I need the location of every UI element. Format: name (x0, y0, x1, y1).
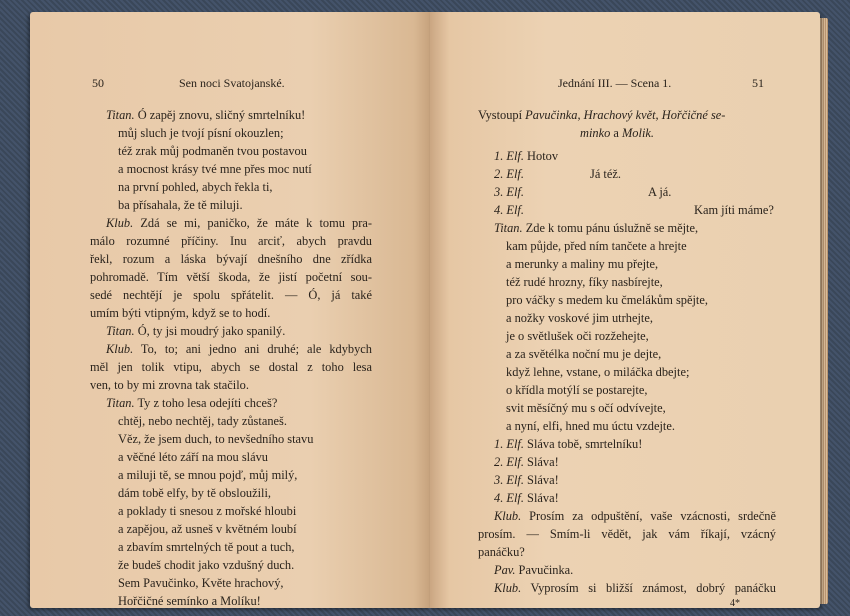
text-line (478, 546, 525, 558)
line-text: Sláva tobě, smrtelníku! (523, 437, 643, 451)
text-line (106, 325, 285, 337)
line-text: a miluji tě, se mnou pojď, můj milý, (118, 468, 298, 482)
speaker-name: Klub. (106, 342, 134, 356)
line-text: Pavučinka. (515, 563, 574, 577)
speaker-name: 2. Elf. (494, 167, 524, 181)
line-text: Ó, ty jsi moudrý jako spanilý. (134, 324, 286, 338)
text-line (90, 307, 270, 319)
speaker-name: 4. Elf. (494, 491, 524, 505)
text-line (90, 235, 372, 247)
line-text: A já. (648, 185, 672, 199)
text-line (106, 343, 372, 355)
text-line (90, 361, 372, 373)
line-text: kam půjde, před ním tančete a hrejte (506, 239, 687, 253)
line-text: Věz, že jsem duch, to nevšedního stavu (118, 432, 314, 446)
text-line (118, 433, 313, 445)
line-text: sedé nechtějí je spolu spřátelit. — Ó, já také (90, 288, 372, 302)
text-line (118, 127, 284, 139)
line-text: a zbavím smrtelných tě pout a tuch, (118, 540, 295, 554)
text-line (494, 150, 558, 162)
line-text: málo rozumné příčiny. Inu arciť, abych pravdu (90, 234, 372, 248)
right-page (430, 12, 820, 608)
text-line (494, 456, 559, 468)
text-line (90, 253, 372, 265)
speaker-name: Titan. (106, 108, 135, 122)
line-text: Hořčičné semínko a Molíku! (118, 594, 261, 608)
page-edges (820, 18, 828, 604)
line-text: chtěj, nebo nechtěj, tady zůstaneš. (118, 414, 287, 428)
open-book (22, 12, 828, 610)
text-line (494, 492, 559, 504)
stage-direction-names: Pavučinka, Hrachový květ, Hořčičné se- (525, 108, 726, 122)
speaker-name: 4. Elf. (494, 203, 524, 217)
text-line (118, 163, 312, 175)
line-text: Sem Pavučinko, Květe hrachový, (118, 576, 284, 590)
right-running-title: Jednání III. — Scena 1. (558, 76, 672, 90)
left-page-number: 50 (92, 76, 104, 90)
line-text: když lehne, vstane, o miláčka dbejte; (506, 365, 690, 379)
line-text: že budeš chodit jako vzdušný duch. (118, 558, 295, 572)
text-line (118, 523, 297, 535)
text-line (106, 217, 372, 229)
line-text: na první pohled, abych řekla ti, (118, 180, 273, 194)
line-text: Sláva! (523, 473, 559, 487)
text-line (506, 276, 663, 288)
line-text: je o světlušek oči rozžehejte, (506, 329, 649, 343)
left-running-title: Sen noci Svatojanské. (179, 76, 285, 90)
line-text: Ó zapěj znovu, sličný smrtelníku! (134, 108, 306, 122)
text-line (506, 258, 658, 270)
line-text: též rudé hrozny, fíky nasbírejte, (506, 275, 663, 289)
speaker-name: Klub. (494, 509, 522, 523)
line-text: měl jen tolik vtipu, abych se dostal z toho lesa (90, 360, 372, 374)
line-text: o křídla motýlí se postarejte, (506, 383, 648, 397)
speaker-name: 1. Elf. (494, 437, 524, 451)
line-text: Já též. (590, 167, 621, 181)
line-text: můj sluch je tvojí písní okouzlen; (118, 126, 284, 140)
stage-direction-line-1 (478, 109, 725, 121)
text-line (494, 167, 621, 181)
line-text: Prosím za odpuštění, vaše vzácnosti, srdečně (521, 509, 776, 523)
speaker-name: 2. Elf. (494, 455, 524, 469)
text-line (90, 289, 372, 301)
line-text: a poklady ti snesou z mořské hloubi (118, 504, 297, 518)
right-page-number: 51 (752, 76, 764, 90)
text-line (106, 109, 305, 121)
text-line (118, 415, 287, 427)
line-text: a mocnost krásy tvé mne přes moc nutí (118, 162, 312, 176)
text-line (106, 397, 277, 409)
speaker-name: Pav. (494, 563, 516, 577)
line-text: Ty z toho lesa odejíti chceš? (134, 396, 278, 410)
text-line (118, 487, 271, 499)
speaker-name: Titan. (494, 221, 523, 235)
line-text: též zrak můj podmaněn tvou postavou (118, 144, 307, 158)
text-line (478, 528, 776, 540)
text-line (506, 384, 647, 396)
line-text: To, to; ani jedno ani druhé; ale kdybych (133, 342, 372, 356)
text-line (90, 379, 249, 391)
line-text: a nyní, elfi, hned mu úctu vzdejte. (506, 419, 675, 433)
stage-direction-join: a (610, 126, 622, 140)
text-line (494, 564, 573, 576)
text-line (506, 330, 649, 342)
line-text: a zapějou, až usneš v květném loubí (118, 522, 297, 536)
speaker-name: Klub. (494, 581, 522, 595)
stage-direction-line-2 (580, 127, 654, 139)
text-line (118, 451, 268, 463)
speaker-name: Klub. (106, 216, 134, 230)
text-line (494, 438, 642, 450)
stage-direction-name: Molik. (621, 126, 654, 140)
line-text: umím býti vtipným, když se to hodí. (90, 306, 271, 320)
line-text: řekl, rozum a láska bývají dnešního dne zřídka (90, 252, 372, 266)
text-line (118, 181, 273, 193)
line-text: Sláva! (523, 491, 559, 505)
line-text: a nožky voskové jim utrhejte, (506, 311, 653, 325)
line-text: Kam jíti máme? (694, 203, 774, 217)
line-text: pohromadě. Tím větší škoda, že jistí početní sou- (90, 270, 372, 284)
line-text: Zdá se mi, paničko, že máte k tomu pra- (133, 216, 372, 230)
text-line (506, 420, 675, 432)
text-line (494, 474, 559, 486)
line-text: ven, to by mi zrovna tak stačilo. (90, 378, 249, 392)
text-line (494, 185, 672, 199)
text-line (118, 505, 296, 517)
line-text: panáčku? (478, 545, 525, 559)
line-text: Sláva! (523, 455, 559, 469)
text-line (118, 469, 297, 481)
line-text: Zde k tomu pánu úslužně se mějte, (522, 221, 699, 235)
line-text: a věčné léto září na mou slávu (118, 450, 269, 464)
text-line (494, 222, 698, 234)
speaker-name: 3. Elf. (494, 185, 524, 199)
line-text: dám tobě elfy, by tě obsloužili, (118, 486, 272, 500)
line-text: pro váčky s medem ku čmelákům spějte, (506, 293, 708, 307)
speaker-name: 3. Elf. (494, 473, 524, 487)
stage-direction-name: minko (580, 126, 611, 140)
line-text: a za světélka noční mu je dejte, (506, 347, 662, 361)
text-line (118, 145, 307, 157)
speaker-name: 1. Elf. (494, 149, 524, 163)
text-line (506, 240, 687, 252)
speaker-name: Titan. (106, 324, 135, 338)
line-text: ba přísahala, že tě miluji. (118, 198, 243, 212)
line-text: a merunky a maliny mu přejte, (506, 257, 659, 271)
line-text: svit měsíčný mu s očí odvívejte, (506, 401, 666, 415)
text-line (118, 541, 295, 553)
text-line (90, 271, 372, 283)
text-line (118, 595, 261, 607)
text-line (506, 294, 708, 306)
text-line (506, 312, 653, 324)
line-text: Hotov (523, 149, 559, 163)
text-line (506, 366, 689, 378)
stage-direction-lead: Vystoupí (478, 108, 526, 122)
text-line (494, 203, 774, 217)
speaker-name: Titan. (106, 396, 135, 410)
text-line (494, 582, 776, 594)
line-text: prosím. — Smím-li vědět, jak vám říkají, vzácný (478, 527, 776, 541)
text-line (118, 577, 284, 589)
text-line (506, 402, 666, 414)
text-line (118, 559, 294, 571)
signature-mark: 4* (730, 598, 740, 609)
left-page (30, 12, 430, 608)
line-text: Vyprosím si bližší známost, dobrý panáčku (521, 581, 776, 595)
text-line (506, 348, 661, 360)
text-line (118, 199, 243, 211)
text-line (494, 510, 776, 522)
